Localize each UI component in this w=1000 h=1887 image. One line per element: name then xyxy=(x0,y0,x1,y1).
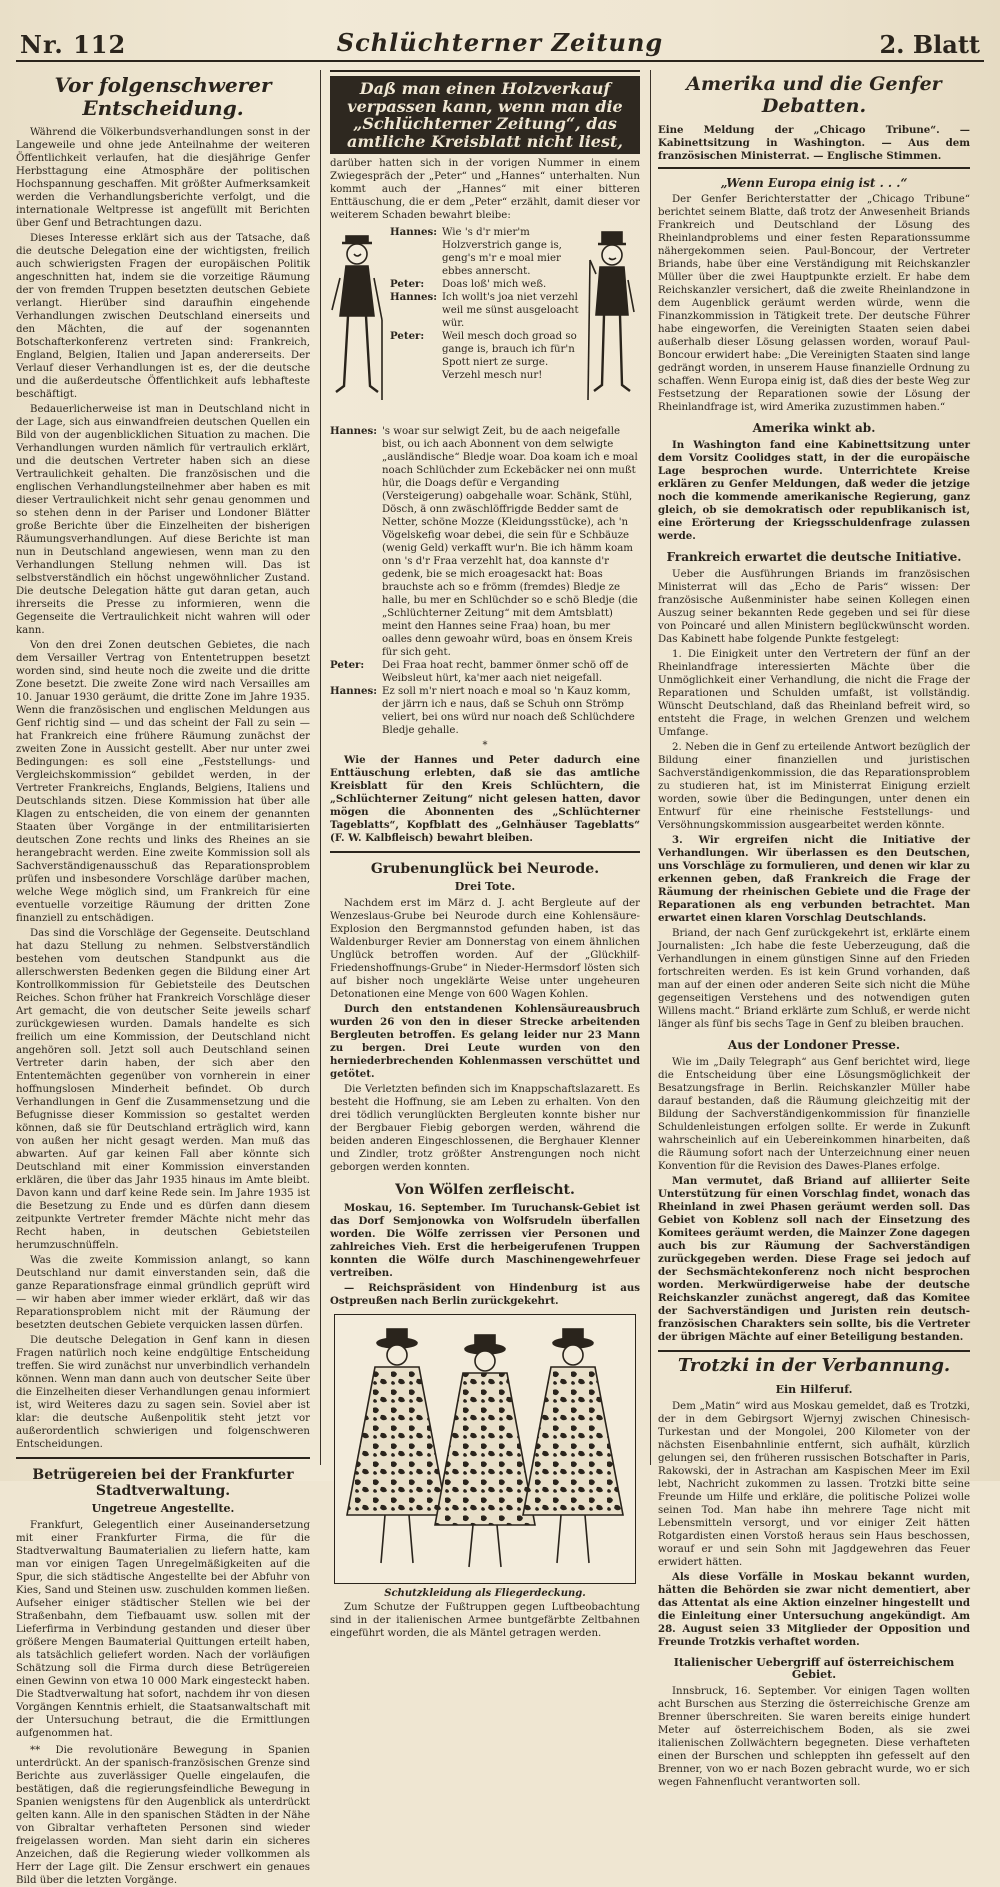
hannes-figure-icon xyxy=(586,230,638,410)
peter-figure-icon xyxy=(332,230,384,410)
advert-intro xyxy=(330,157,640,222)
paragraph: Eine Meldung der „Chicago Tribune“. — Kabinettsitzung in Washington. — Aus dem französischen Ministerrat. — Englische Stimmen. xyxy=(658,123,970,162)
paragraph: Ueber die Ausführungen Briands im französischen Ministerrat will das „Echo de Paris“ wissen: Der französische Außenminister habe seinen Kollegen einen Auszug seiner bekannten Rede gegeben und sei für diese von Poincaré und allen Ministern beglückwünscht worden. Das Kabinett habe folgende Punkte festgelegt: xyxy=(658,569,970,646)
paragraph: Als diese Vorfälle in Moskau bekannt wurden, hätten die Behörden sie zwar nicht dementiert, aber das Attentat als eine Aktion einzelner hingestellt und die Einleitung einer Untersuchung angekündigt. Am 28. August seien 33 Mitglieder der Opposition und Freunde Trotzkis verhaftet worden. xyxy=(658,1570,970,1648)
paragraph: Moskau, 16. September. Im Turuchansk-Gebiet ist das Dorf Semjonowka von Wolfsrudeln überfallen worden. Die Wölfe zerrissen vier Personen und zahlreiches Vieh. Erst die herbeigerufenen Truppen konnten die Wölfe durch Maschinengewehrfeuer vertreiben. xyxy=(330,1201,640,1279)
column-right xyxy=(658,70,970,1788)
paragraph: Nachdem erst im März d. J. acht Bergleute auf der Wenzeslaus-Grube bei Neurode durch eine Kohlensäure-Explosion den Bergmannstod gefunden haben, ist das Waldenburger Revier am Donnerstag von einem ähnlichen Unglück betroffen worden. Auf der „Glückhilf-Friedenshoffnungs-Grube“ in Nieder-Hermsdorf lösten sich auf bisher noch ungeklärte Weise unter ungeheuren Detonationen eine Menge von 600 Wagen Kohlen. xyxy=(330,898,640,1001)
paragraph: 1. Die Einigkeit unter den Vertretern der fünf an der Rheinlandfrage interessierten Mächte über die Unmöglichkeit einer Verhandlung, die nicht die Frage der Reparationen und Schulden umfaßt, ist vollständig. Wünscht Deutschland, daß das Rheinland befreit wird, so entsteht die Frage, in welchen Grenzen und welchem Umfange. xyxy=(658,649,970,739)
illustration-caption: Schutzkleidung als Fliegerdeckung. xyxy=(384,1587,586,1599)
paragraph: Frankfurt, Gelegentlich einer Auseinandersetzung mit einer Frankfurter Firma, die für die Stadtverwaltung Baumaterialien zu liefern hatte, kam man vor einigen Tagen Unregelmäßigkeiten auf die Spur, die sich städtische Angestellte bei der Abfuhr von Kies, Sand und Steinen usw. zuschulden kommen ließen. Aufseher einiger städtischer Stellen wie bei der Straßenbahn, dem Tiefbauamt usw. sollen mit der Lieferfirma in Verbindung gestanden und dieser über größere Mengen Baumaterial Quittungen erteilt haben, als tatsächlich geliefert worden. Nach der vorläufigen Schätzung soll die Firma durch diese Betrügereien einen Gewinn von etwa 10 000 Mark eingesteckt haben. Die Stadtverwaltung hat sofort, nachdem ihr von diesen Vorgängen Kenntnis erhielt, die Staatsanwaltschaft mit der Untersuchung betraut, die die Ermittlungen aufgenommen hat. xyxy=(16,1520,310,1740)
column-center xyxy=(330,70,640,1639)
trotsky-headline: Trotzki in der Verbannung. xyxy=(677,1354,951,1376)
paragraph: Die Verletzten befinden sich im Knappschaftslazarett. Es besteht die Hoffnung, sie am Leben zu erhalten. Von den drei tödlich verunglückten Bergleuten konnte bisher nur der Bergbauer Fiebig geborgen werden, während die beiden anderen Eingeschlossenen, die Berghauer Klenner und Zindler, trotz größter Anstrengungen noch nicht geborgen werden konnten. xyxy=(330,1084,640,1174)
wolves-article-body xyxy=(330,1202,640,1280)
hindenburg-note xyxy=(330,1282,640,1308)
paragraph: Das sind die Vorschläge der Gegenseite. Deutschland hat dazu Stellung zu nehmen. Selbstverständlich bestehen vom deutschen Standpunkt aus die allerschwersten Bedenken gegen die Bildung einer Art Kontrollkommission für Gebietsteile des Deutschen Reiches. Schon früher hat Frankreich Vorschläge dieser Art gemacht, die von deutscher Seite jeweils scharf zurückgewiesen wurden. Damals handelte es sich freilich um eine Kommission, der Deutschland nicht angehören soll. Jetzt soll auch Deutschland seinen Vertreter darin haben, der sich aber den Ententemächten gegenüber von vornherein in einer hoffnungslosen Minderheit befindet. Ob durch Verhandlungen in Genf die Zusammensetzung und die Befugnisse dieser Kommission so gestaltet werden können, daß sie für Deutschland erträglich wird, kann von außen her nicht gesagt werden. Man muß das abwarten. Auf gar keinen Fall aber könnte sich Deutschland mit einer Kommission einverstanden erklären, die über das Jahr 1935 hinaus im Amte bleibt. Davon kann und darf keine Rede sein. Im Jahre 1935 ist die Besetzung zu Ende und es dürfen dann diesem zeitpunkte Vertreter fremder Mächte nicht mehr das Recht haben, in deutschen Gebietsteilen herumzuschnüffeln. xyxy=(16,928,310,1251)
masthead xyxy=(16,26,984,62)
france-headline: Frankreich erwartet die deutsche Initiative. xyxy=(666,550,962,565)
winks-article-body xyxy=(658,439,970,543)
issue-number: Nr. 112 xyxy=(20,30,127,59)
winks-headline: Amerika winkt ab. xyxy=(752,421,876,436)
paragraph: Zum Schutze der Fußtruppen gegen Luftbeobachtung sind in der italienischen Armee buntgefärbte Zeltbahnen eingeführt worden, die als Mäntel getragen werden. xyxy=(330,1601,640,1639)
italy-headline: Italienischer Uebergriff auf österreichischem Gebiet. xyxy=(673,1655,955,1682)
divider xyxy=(658,1350,970,1352)
paragraph: ** Die revolutionäre Bewegung in Spanien unterdrückt. An der spanisch-französischen Grenze sind Berichte aus zuverlässiger Quelle eingelaufen, die bestätigen, daß die regierungsfeindliche Bewegung in Spanien wenigstens für den Augenblick als unterdrückt gelten kann. Alle in den spanischen Städten in der Nähe von Gibraltar verhafteten Personen sind wieder freigelassen worden. Man sieht darin ein sicheres Anzeichen, daß die Regierung wieder vollkommen als Herr der Lage gilt. Die Zensur erschwert ein genaues Bild über die letzten Vorgänge. xyxy=(16,1745,310,1887)
cartoon-dialog xyxy=(390,226,580,382)
america-intro xyxy=(658,124,970,163)
cartoon xyxy=(330,226,640,421)
paragraph: In Washington fand eine Kabinettsitzung unter dem Vorsitz Coolidges statt, in der die europäische Lage besprochen wurde. Unterrichtete Kreise erklären zu Genfer Meldungen, daß weder die jetzige noch die kommende amerikanische Regierung, ganz gleich, ob sie demokratisch oder republikanisch ist, eine Erörterung der Kriegsschuldenfrage zulassen werde. xyxy=(658,439,970,543)
separator-star: * xyxy=(482,740,488,752)
lead-headline: Vor folgenschwerer Entscheidung. xyxy=(54,73,272,120)
lead-article-body xyxy=(16,126,310,1451)
paragraph: Innsbruck, 16. September. Vor einigen Tagen wollten acht Burschen aus Sterzing die österreichische Grenze am Brenner überschreiten. Sie waren bereits einige hundert Meter auf österreichischem Boden, als sie zwei italienischen Zollwächtern begegneten. Diese verhafteten einen der Burschen und schleppten ihn gefesselt auf den Brenner, von wo er nach Bozen gebracht wurde, wo er sich wegen Fahnenflucht verantworten soll. xyxy=(658,1685,970,1788)
france-article-body xyxy=(658,568,970,1031)
advert-closing xyxy=(330,754,640,845)
paragraph: Während die Völkerbundsverhandlungen sonst in der Langeweile und ohne jede Anteilnahme der weiteren Öffentlichkeit verlaufen, hat die diesjährige Genfer Herbsttagung eine Atmosphäre der politischen Hochspannung geschaffen. Mit größter Aufmerksamkeit werden die Verhandlungsberichte verfolgt, und die internationale Weltpresse ist angefüllt mit Berichten über Genf und Betrachtungen dazu. xyxy=(16,127,310,229)
paragraph: 2. Neben die in Genf zu erteilende Antwort bezüglich der Bildung einer finanziellen und juristischen Sachverständigenkommission, die das Reparationsproblem zu studieren hat, ist im Ministerrat Einigung erzielt worden, sowie über die Bedingungen, unter denen ein Entwurf für eine rheinische Feststellungs- und Versöhnungskommission ausgearbeitet werden könnte. xyxy=(658,742,970,832)
sheet-number: 2. Blatt xyxy=(879,30,980,59)
camouflage-soldiers-icon xyxy=(335,1315,635,1585)
fraud-subheadline: Ungetreue Angestellte. xyxy=(91,1502,235,1516)
mine-subheadline: Drei Tote. xyxy=(454,880,516,894)
paragraph: Briand, der nach Genf zurückgekehrt ist, erklärte einem Journalisten: „Ich habe die feste Ueberzeugung, daß die Verhandlungen in einem günstigen Sinne auf den Frieden fortschreiten werden. Es ist kein Grund vorhanden, daß man auf der einen oder anderen Seite sich nicht die Mühe gegenseitigen Verstehens und des notwendigen guten Willens macht.“ Briand erklärte zum Schluß, er werde nicht länger als fünf bis sechs Tage in Genf zu bleiben brauchen. xyxy=(658,928,970,1031)
paragraph: Von den drei Zonen deutschen Gebietes, die nach dem Versailler Vertrag von Ententetruppen besetzt worden sind, sind heute noch die zweite und die dritte Zone besetzt. Die zweite Zone wird nach Versailles am 10. Januar 1930 geräumt, die dritte Zone im Jahre 1935. Wenn die französischen und englischen Meldungen aus Genf richtig sind — und das scheint der Fall zu sein — hat Frankreich eine frühere Räumung zunächst der zweiten Zone in Aussicht gestellt. Aber nur unter zwei Bedingungen: es soll eine „Feststellungs- und Vergleichskommission“ gebildet werden, in der Vertreter Frankreichs, Englands, Belgiens, Italiens und Deutschlands sitzen. Diese Kommission hat über alle Klagen zu entscheiden, die von einem der genannten Staaten über Vorgänge in der entmilitarisierten deutschen Zone rechts und links des Rheines an sie herangebracht werden. Eine zweite Kommission soll als Sachverständigenausschuß das Reparationsproblem prüfen und insbesondere Vorschläge darüber machen, welche Wege möglich sind, um Frankreich für eine eventuelle vorzeitige Räumung der dritten Zone finanziell zu entschädigen. xyxy=(16,640,310,924)
europe-article-body xyxy=(658,193,970,414)
paragraph: Durch den entstandenen Kohlensäureausbruch wurden 26 von den in dieser Strecke arbeitenden Bergleuten betroffen. Es gelang leider nur 23 Mann zu bergen. Drei Leute wurden von den herniederbrechenden Kohlenmassen verschüttet und getötet. xyxy=(330,1003,640,1081)
paragraph: Dem „Matin“ wird aus Moskau gemeldet, daß es Trotzki, der in dem Gebirgsort Wjernyj zwischen Chinesisch-Turkestan und der Mongolei, 200 Kilometer von der nächsten Eisenbahnlinie entfernt, sich aufhält, kürzlich gelungen sei, den früheren russischen Botschafter in Paris, Rakowski, der in Astrachan am Kaspischen Meer im Exil lebt, Nachricht zukommen zu lassen. Trotzki bitte seine Freunde um Hilfe und erkläre, die politische Polizei wolle seinen Tod. Man habe ihn mehrere Tage nicht mit Lebensmitteln versorgt, und vor einiger Zeit hätten Rotgardisten einen Vorstoß heraus sein Haus beschossen, worauf er und sein Sohn mit Jagdgewehren das Feuer erwidert hätten. xyxy=(658,1400,970,1568)
paragraph: Man vermutet, daß Briand auf alliierter Seite Unterstützung für einen Vorschlag findet, wonach das Rheinland in zwei Phasen geräumt werden soll. Das Gebiet von Koblenz soll nach der Einsetzung des Komitees geräumt werden, die Mainzer Zone dagegen auch bis zur Räumung der Sachverständigen zurückgegeben werden. Diese Frage sei jedoch auf der Sechsmächtekonferenz noch nicht besprochen worden. Merkwürdigerweise habe der deutsche Reichskanzler zunächst angeregt, daß das Komitee der Sachverständigen und Juristen rein deutsch-französischen Charakters sein sollte, bis die Vertreter der übrigen Mächte auf einer Beteiligung bestanden. xyxy=(658,1174,970,1343)
paragraph: Dieses Interesse erklärt sich aus der Tatsache, daß die deutsche Delegation eine der wichtigsten, freilich auch schwierigsten Fragen der europäischen Politik angeschnitten hat, indem sie die vorzeitige Räumung der von fremden Truppen besetzten deutschen Gebiete verlangt. Hierüber sind daraufhin eingehende Verhandlungen zwischen Deutschland einerseits und den Mächten, die auf der sogenannten Botschafterkonferenz vertreten sind: Frankreich, England, Belgien, Italien und Japan andererseits. Der Verlauf dieser Verhandlungen ist es, der die deutsche und die außerdeutsche Öffentlichkeit aufs lebhafteste beschäftigt. xyxy=(16,233,310,400)
illustration-text xyxy=(330,1601,640,1640)
illustration-soldiers xyxy=(334,1314,636,1584)
paragraph: Der Genfer Berichterstatter der „Chicago Tribune“ berichtet seinem Blatte, daß trotz der Anwesenheit Briands Frankreich und Deutschland der Lösung des Rheinlandproblems und einer festen Reparationssumme nähergekommen seien. Paul-Boncour, der Vertreter Briands, habe über eine Verständigung mit Reichskanzler Müller über die zwei Hauptpunkte erzielt. Er habe dem Reichskanzler versichert, daß die zweite Rheinlandzone in dem Augenblick geräumt werden würde, wenn die Finanzkommission in Tätigkeit trete. Der deutsche Führer habe eingeworfen, die Vereinigten Staaten seien dabei außerhalb dieser Lösung gelassen worden, worauf Paul-Boncour erwidert habe: „Die Vereinigten Staaten sind lange gedrängt worden, in unserem Hause finanzielle Ordnung zu schaffen. Wenn Europa einig ist, daß dies der beste Weg zur Festsetzung der Reparationen sowie der Lösung der Rheinlandfrage ist, wird Amerika zuzustimmen haben.“ xyxy=(658,194,970,414)
europe-headline: „Wenn Europa einig ist . . .“ xyxy=(720,175,908,190)
column-rule xyxy=(650,70,651,1465)
italy-article-body xyxy=(658,1685,970,1789)
trotsky-subheadline: Ein Hilferuf. xyxy=(775,1382,853,1396)
paragraph: — Reichspräsident von Hindenburg ist aus Ostpreußen nach Berlin zurückgekehrt. xyxy=(330,1281,640,1307)
dialog-continued: Hannes: 's woar sur selwigt Zeit, bu de aach neigefalle bist, ou ich aach Abonnent von dem selwigte „ausländische“ Bledje woar. Doa koam ich e moal noach Schlüchder zum Eckebäcker nei onn mußt hür, die Doags defür e Verganding (Versteigerung) oabgehalle woar. Schänk, Stühl, Dösch, ä onn zwäschlöffrigde Bedder samt de Netter, schöne Mozze (Kleidungsstücke), ach 'n Vögelskefig woar debei, die sein für e Schbäuze (wenig Geld) verkafft wur'n. Bie ich hämm koam onn 's d'r Fraa verzehlt hat, doa kannste d'r gedenk, bie se mich eroagesackt hat: Boas brauchste ach so e frömm (fremdes) Bledje ze halle, bu mer en Schlüchder so e schö Bledje (die „Schlüchterner Zeitung“ mit dem Amtsblatt) meint den Hannes seine Fraa) hoan, bu mer oalles denn gewoahr würd, boas en önsem Kreis für sich geht. Peter: Dei Fraa hoat recht, bammer önmer schö off de Weibsleut hürt, ka'mer aach niet neigefall. Hannes: Ez soll m'r niert noach e moal so 'n Kauz komm, der järrn ich e naus, daß se Schuh onn Strömp veliert, bei ons würd nur noach deß Schlüchdere Bledje gehalle. xyxy=(330,425,638,737)
paragraph: Bedauerlicherweise ist man in Deutschland nicht in der Lage, sich aus einwandfreien deutschen Quellen ein Bild von der augenblicklichen Situation zu machen. Die Verhandlungen wurden nämlich für vertraulich erklärt, und die deutschen Vertreter haben sich an diese Vertraulichkeit gehalten. Die französischen und die englischen Verhandlungsteilnehmer aber haben es mit dieser Vertraulichkeit nicht sehr genau genommen und so stehen denn in der Pariser und Londoner Blätter große Berichte über die Einzelheiten der bisherigen Räumungsverhandlungen. Auf diese Berichte ist man nun in Deutschland angewiesen, wenn man zu den Verhandlungen Stellung nehmen will. Das ist selbstverständlich ein höchst ungewöhnlicher Zustand. Die deutsche Delegation hätte gut daran getan, auch ihrerseits die Presse zu informieren, wenn die Gegenseite die Vertraulichkeit nicht wahren will oder kann. xyxy=(16,404,310,636)
america-headline: Amerika und die Genfer Debatten. xyxy=(686,73,942,117)
paragraph: Die deutsche Delegation in Genf kann in diesen Fragen natürlich noch keine endgültige Entscheidung treffen. Sie wird zunächst nur unverbindlich verhandeln können. Wenn man dann auch von deutscher Seite über die Einzelheiten dieser Verhandlungen genau informiert ist, wird Weiteres dazu zu sagen sein. Soviel aber ist klar: die deutsche Außenpolitik steht jetzt vor außerordentlich schwierigen und folgenschweren Entscheidungen. xyxy=(16,1335,310,1450)
column-rule xyxy=(320,70,321,1465)
fraud-headline: Betrügereien bei der Frankfurter Stadtverwaltung. xyxy=(32,1467,294,1500)
wolves-headline: Von Wölfen zerfleischt. xyxy=(395,1182,575,1199)
divider xyxy=(658,167,970,169)
london-headline: Aus der Londoner Presse. xyxy=(727,1038,901,1053)
divider xyxy=(16,1457,310,1459)
paragraph: Was die zweite Kommission anlangt, so kann Deutschland nur damit einverstanden sein, daß die ganze Reparationsfrage einmal gründlich geprüft wird — wir haben aber immer wieder erklärt, daß wir das Reparationsproblem nicht mit der Räumung der besetzten deutschen Gebiete verquicken lassen dürfen. xyxy=(16,1255,310,1331)
column-left xyxy=(16,70,310,1887)
divider xyxy=(330,851,640,853)
paragraph: 3. Wir ergreifen nicht die Initiative der Verhandlungen. Wir überlassen es den Deutschen, uns Vorschläge zu formulieren, und denen wir klar zu erkennen geben, daß Frankreich die Frage der Räumung der rheinischen Gebiete und die Frage der Reparationen als eng verbunden betrachtet. Man erwartet einen klaren Vorschlag Deutschlands. xyxy=(658,834,970,925)
fraud-article-body xyxy=(16,1519,310,1887)
advert-headline: Daß man einen Holzverkauf verpassen kann, wenn man die „Schlüchterner Zeitung“, das amtliche Kreisblatt nicht liest, xyxy=(330,76,640,154)
london-article-body xyxy=(658,1056,970,1344)
divider xyxy=(330,70,640,72)
newspaper-title: Schlüchterner Zeitung xyxy=(336,28,664,57)
paragraph: Wie der Hannes und Peter dadurch eine Enttäuschung erlebten, daß sie das amtliche Kreisblatt für den Kreis Schlüchtern, die „Schlüchterner Zeitung“ nicht gelesen hatten, davor mögen die Abonnenten des „Schlüchterner Tageblatts“, Kopfblatt des „Gelnhäuser Tageblatts“ (F. W. Kalbfleisch) bewahrt bleiben. xyxy=(330,754,640,845)
mine-article-body xyxy=(330,897,640,1174)
trotsky-article-body xyxy=(658,1400,970,1649)
dialog-line: Hannes: Wie 's d'r mier'm Holzverstrich gange is, geng's m'r e moal mier ebbes annerscht. Peter: Doas loß' mich weß. Hannes: Ich wollt's joa niet verzehl weil me sünst ausgeloacht wür. Peter: Weil mesch doch groad so gange is, brauch ich für'n Spott niert ze surge. Verzehl mesch nur! xyxy=(390,226,579,382)
mine-headline: Grubenunglück bei Neurode. xyxy=(370,861,600,878)
paragraph: Wie im „Daily Telegraph“ aus Genf berichtet wird, liege die Entscheidung über eine Lösungsmöglichkeit der Besatzungsfrage in Berlin. Reichskanzler Müller habe darauf bestanden, daß die Räumung gleichzeitig mit der Bildung der Sachverständigenkommission für finanzielle Schuldenleistungen erfolgen sollte. Er werde in Zukunft wahrscheinlich auf ein Uebereinkommen hinarbeiten, daß die Räumung sofort nach der Unterzeichnung einer neuen Konvention für die Revision des Dawes-Planes erfolge. xyxy=(658,1056,970,1172)
paragraph: darüber hatten sich in der vorigen Nummer in einem Zwiegespräch der „Peter“ und „Hannes“ unterhalten. Nun kommt auch der „Hannes“ mit einer bitteren Enttäuschung, die er dem „Peter“ erzählt, damit dieser vor weiterem Schaden bewahrt bleibe: xyxy=(330,158,640,222)
